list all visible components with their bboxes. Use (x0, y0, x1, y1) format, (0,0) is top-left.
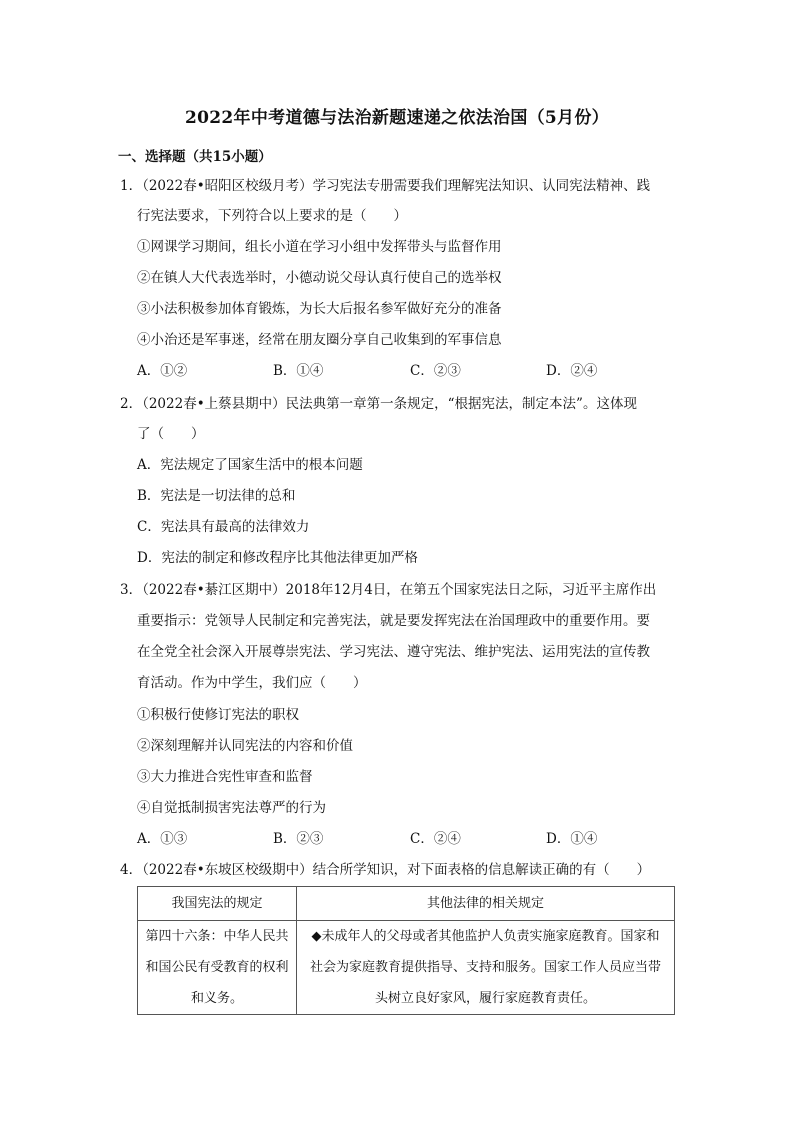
table-right-line-3: 头树立良好家风，履行家庭教育责任。 (374, 991, 596, 1006)
q3-item-2: ②深刻理解并认同宪法的内容和价值 (137, 738, 353, 754)
table-left-line-3: 和义务。 (190, 991, 243, 1006)
q1-item-4: ④小治还是军事迷，经常在朋友圈分享自己收集到的军事信息 (137, 332, 502, 348)
q3-item-3: ③大力推进合宪性审查和监督 (137, 769, 313, 785)
q3-stem-line-3: 在全党全社会深入开展尊崇宪法、学习宪法、遵守宪法、维护宪法、运用宪法的宣传教 (137, 644, 650, 660)
table-cell-constitution (138, 921, 297, 1015)
q4-info-table (137, 886, 675, 1015)
table-cell-other-laws (297, 921, 675, 1015)
table-right-line-1: ◆未成年人的父母或者其他监护人负责实施家庭教育。国家和 (311, 929, 660, 944)
table-header-row (138, 887, 675, 921)
q1-option-b: B．①④ (273, 363, 324, 379)
q3-option-a: A．①③ (137, 831, 188, 847)
q1-item-1: ①网课学习期间，组长小道在学习小组中发挥带头与监督作用 (137, 239, 502, 255)
q2-option-d: D．宪法的制定和修改程序比其他法律更加严格 (137, 550, 418, 566)
q3-stem-line-4: 育活动。作为中学生，我们应（ ） (137, 675, 367, 691)
q3-stem-line-2: 重要指示：党领导人民制定和完善宪法，就是要发挥宪法在治国理政中的重要作用。要 (137, 613, 650, 629)
table-right-line-2: 社会为家庭教育提供指导、支持和服务。国家工作人员应当带 (309, 960, 661, 975)
q3-item-4: ④自觉抵制损害宪法尊严的行为 (137, 800, 326, 816)
q1-item-3: ③小法积极参加体育锻炼，为长大后报名参军做好充分的准备 (137, 301, 502, 317)
q3-option-b: B．②③ (273, 831, 324, 847)
q2-option-c: C．宪法具有最高的法律效力 (137, 519, 310, 535)
q1-option-a: A．①② (137, 363, 188, 379)
q1-option-c: C．②③ (410, 363, 461, 379)
q3-option-d: D．①④ (546, 831, 598, 847)
table-header-right: 其他法律的相关规定 (297, 887, 675, 921)
q2-stem-line-2: 了（ ） (137, 426, 205, 442)
q2-stem-line-1: 2．（2022春•上蔡县期中）民法典第一章第一条规定，“根据宪法，制定本法”。这体现 (120, 396, 637, 412)
q1-item-2: ②在镇人大代表选举时，小德动说父母认真行使自己的选举权 (137, 270, 502, 286)
table-row (138, 921, 675, 1015)
table-left-line-2: 和国公民有受教育的权利 (145, 960, 289, 975)
page-title: 2022年中考道德与法治新题速递之依法治国（5月份） (185, 108, 609, 128)
q3-stem-line-1: 3．（2022春•綦江区期中）2018年12月4日，在第五个国家宪法日之际，习近平主席作出 (120, 582, 657, 598)
q4-stem: 4．（2022春•东坡区校级期中）结合所学知识，对下面表格的信息解读正确的有（ ） (120, 862, 651, 878)
section-heading: 一、选择题（共15小题） (118, 149, 272, 165)
q1-option-d: D．②④ (546, 363, 598, 379)
q2-option-a: A．宪法规定了国家生活中的根本问题 (137, 457, 363, 473)
q1-stem-line-2: 行宪法要求，下列符合以上要求的是（ ） (137, 208, 407, 224)
table-left-line-1: 第四十六条：中华人民共 (145, 929, 289, 944)
q3-option-c: C．②④ (410, 831, 461, 847)
table-header-left: 我国宪法的规定 (138, 887, 297, 921)
q1-stem-line-1: 1．（2022春•昭阳区校级月考）学习宪法专册需要我们理解宪法知识、认同宪法精神、践 (120, 178, 651, 194)
q2-option-b: B．宪法是一切法律的总和 (137, 488, 296, 504)
q3-item-1: ①积极行使修订宪法的职权 (137, 707, 299, 723)
